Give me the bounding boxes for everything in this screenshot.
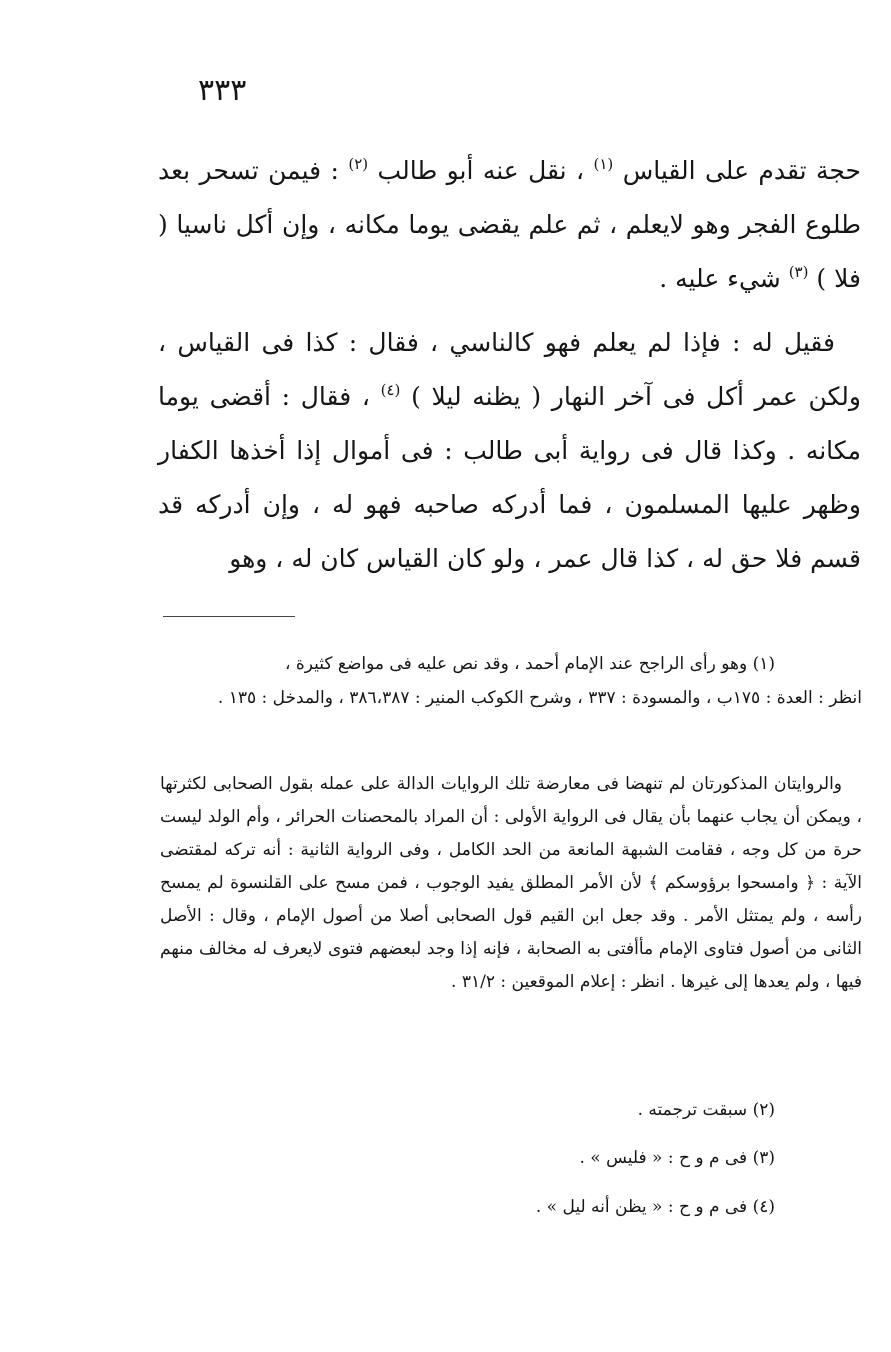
footnote-separator <box>163 616 295 617</box>
body-text: شيء عليه . <box>659 264 781 293</box>
footnote-marker-1: (١) <box>593 155 614 173</box>
body-text: : فيمن تسحر بعد طلوع الفجر وهو لايعلم ، ثم علم يقضى يوما مكانه ، وإن أكل ناسيا ( فلا ) <box>158 156 861 293</box>
footnote-marker-4: (٤) <box>380 381 401 399</box>
body-text: ، نقل عنه أبو طالب <box>377 156 585 185</box>
footnote-1-discussion: والروايتان المذكورتان لم تنهضا فى معارضة تلك الروايات الدالة على عمله بقول الصحابى لكثرتها ، ويمكن أن يجاب عنهما بأن يقال فى الرواية الأولى : أن المراد بالمحصنات الحرائر ، وأم الولد ليست حرة من كل وجه ، فقامت الشبهة المانعة من الحد الكامل ، وفى الرواية الثانية : أنه تركه لمقتضى الآية : ﴿ وامسحوا برؤوسكم ﴾ لأن الأمر المطلق يفيد الوجوب ، فمن مسح على القلنسوة لم يمسح رأسه ، ولم يمتثل الأمر . وقد جعل ابن القيم قول الصحابى أصلا من أصول الإمام ، وقال : الأصل الثانى من أصول فتاوى الإمام مأأفتى به الصحابة ، فإنه إذا وجد لبعضهم فتوى لايعرف له مخالف منهم فيها ، ولم يعدها إلى غيرها . انظر : إعلام الموقعين : ٣١/٢ . <box>160 774 862 992</box>
page-number: ٣٣٣ <box>198 73 247 108</box>
footnote-3: (٣) فى م و ح : « فليس » . <box>579 1148 775 1168</box>
footnote-4: (٤) فى م و ح : « يظن أنه ليل » . <box>535 1197 775 1217</box>
footnote-marker-3: (٣) <box>788 263 809 281</box>
body-text: ، فقال : أقضى يوما مكانه . وكذا قال فى رواية أبى طالب : فى أموال إذا أخذها الكفار وظهر عليها المسلمون ، فما أدركه صاحبه فهو له ، وإن أدركه قد قسم فلا حق له ، كذا قال عمر ، ولو كان القياس كان له ، وهو <box>158 382 861 573</box>
body-text: فقيل له : فإذا لم يعلم فهو كالناسي ، فقال : كذا فى القياس ، ولكن عمر أكل فى آخر النهار ( يظنه ليلا ) <box>158 328 861 411</box>
footnote-1-first-line: (١) وهو رأى الراجح عند الإمام أحمد ، وقد نص عليه فى مواضع كثيرة ، <box>285 654 775 674</box>
body-paragraph-2 <box>158 316 861 586</box>
body-text: حجة تقدم على القياس <box>622 156 862 185</box>
footnote-1-references: انظر : العدة : ١٧٥ب ، والمسودة : ٣٣٧ ، وشرح الكوكب المنير : ٣٨٦،٣٨٧ ، والمدخل : ١٣٥ . <box>217 688 862 708</box>
body-paragraph-1 <box>158 144 861 306</box>
footnote-marker-2: (٢) <box>348 155 369 173</box>
footnote-2: (٢) سبقت ترجمته . <box>637 1100 775 1120</box>
